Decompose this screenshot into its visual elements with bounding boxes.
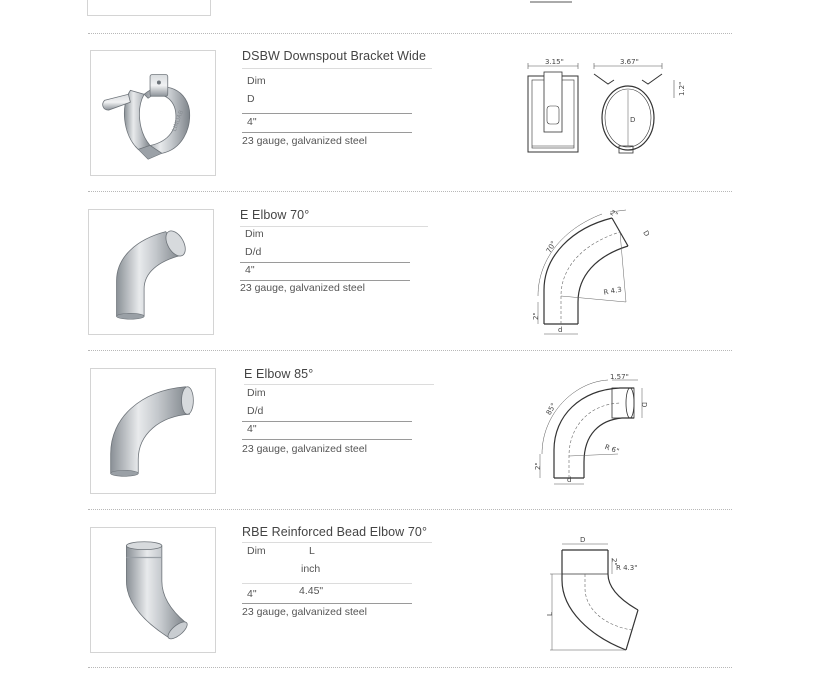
elbow-70-photo[interactable] <box>88 209 214 335</box>
value-diameter: 4" <box>247 588 257 600</box>
material-note: 23 gauge, galvanized steel <box>240 282 365 294</box>
row-separator <box>88 191 732 192</box>
dim-label: D <box>580 536 586 544</box>
row-separator <box>88 667 732 668</box>
svg-text:LINDAB: LINDAB <box>171 109 186 133</box>
dim-label: d <box>558 326 563 334</box>
dim-label: R 6" <box>603 442 621 456</box>
table-rule <box>240 262 410 263</box>
row-separator <box>88 350 732 351</box>
bead-elbow-technical-drawing <box>540 530 650 656</box>
title-underline <box>242 68 432 69</box>
value-diameter: 4" <box>247 116 257 128</box>
table-rule <box>242 603 412 604</box>
col-header-d: D/d <box>245 246 262 258</box>
elbow-70-technical-drawing <box>530 206 660 342</box>
dim-label: 1.2" <box>678 81 686 96</box>
table-rule <box>242 421 412 422</box>
bracket-photo[interactable] <box>90 50 216 176</box>
dim-label: R 4.3" <box>616 564 638 572</box>
dim-label: D <box>630 116 636 124</box>
material-note: 23 gauge, galvanized steel <box>242 135 367 147</box>
bracket-technical-drawing <box>522 58 692 158</box>
table-rule <box>240 280 410 281</box>
title-underline <box>244 384 434 385</box>
col-header-d: D <box>247 93 255 105</box>
dim-label: D <box>641 229 651 238</box>
product-title: DSBW Downspout Bracket Wide <box>242 49 427 63</box>
value-diameter: 4" <box>247 423 257 435</box>
value-length: 4.45" <box>299 585 324 597</box>
dim-label: 2" <box>534 462 542 470</box>
product-title: E Elbow 85° <box>244 367 314 381</box>
col-header-dim: Dim <box>247 75 266 87</box>
dim-label: 3.67" <box>620 58 639 66</box>
dim-label: 2" <box>610 558 618 566</box>
table-rule <box>242 132 412 133</box>
dim-label: 70° <box>544 239 558 255</box>
dim-label: 3.15" <box>545 58 564 66</box>
col-header-l: L <box>309 545 315 557</box>
value-diameter: 4" <box>245 264 255 276</box>
table-rule <box>242 439 412 440</box>
dim-label: 1.57" <box>610 373 629 381</box>
dim-label: R 4.3 <box>603 285 623 297</box>
col-header-dim: Dim <box>247 387 266 399</box>
title-underline <box>242 542 432 543</box>
row-separator <box>88 509 732 510</box>
dim-label: L <box>546 612 554 616</box>
product-photo-previous <box>87 0 211 16</box>
table-rule <box>242 583 412 584</box>
product-title: RBE Reinforced Bead Elbow 70° <box>242 525 428 539</box>
col-header-dim: Dim <box>247 545 266 557</box>
col-header-dim: Dim <box>245 228 264 240</box>
material-note: 23 gauge, galvanized steel <box>242 443 367 455</box>
table-rule <box>242 113 412 114</box>
product-title: E Elbow 70° <box>240 208 310 222</box>
row-separator <box>88 33 732 34</box>
dim-label: 2" <box>608 208 620 220</box>
elbow-85-technical-drawing <box>530 370 660 490</box>
unit-label: inch <box>301 563 321 575</box>
bead-elbow-photo[interactable] <box>90 527 216 653</box>
dim-label: D <box>640 402 648 408</box>
dim-label: 2" <box>532 312 540 320</box>
dim-label: 85° <box>544 401 558 417</box>
dim-label: d <box>567 476 572 484</box>
col-header-d: D/d <box>247 405 264 417</box>
title-underline <box>240 226 428 227</box>
material-note: 23 gauge, galvanized steel <box>242 606 367 618</box>
elbow-85-photo[interactable] <box>90 368 216 494</box>
drawing-fragment <box>528 0 574 4</box>
